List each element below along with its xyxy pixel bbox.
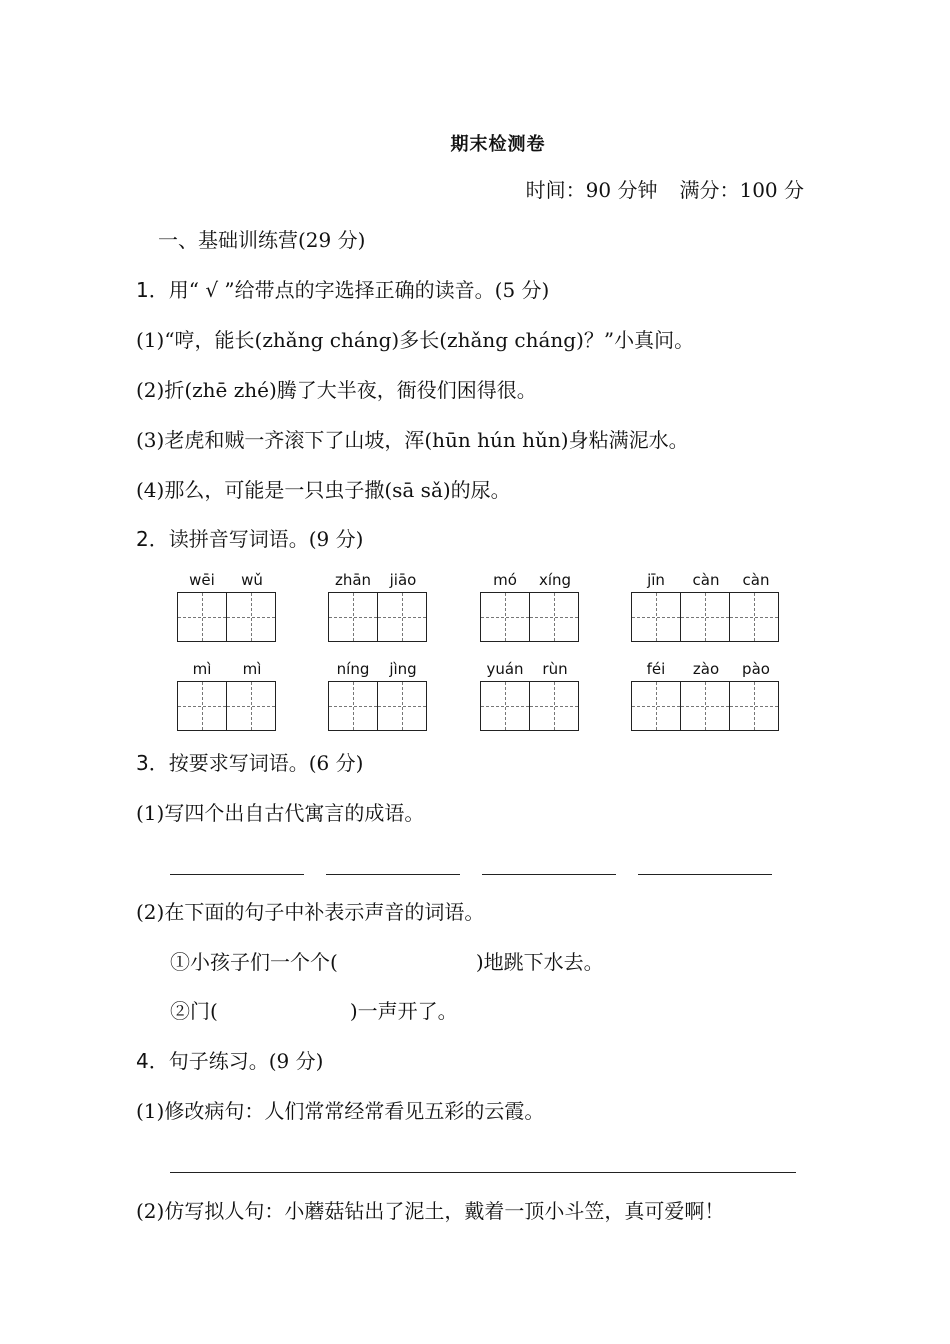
writing-box[interactable]: [177, 592, 227, 642]
exam-meta: [526, 178, 804, 202]
q3-sentence-2: [170, 999, 458, 1023]
sentence-text: ①小孩子们一个个(: [170, 950, 338, 974]
pinyin-syllable: mì: [192, 660, 212, 678]
pinyin-syllable: jìng: [389, 660, 417, 678]
pinyin-syllable: níng: [336, 660, 370, 678]
pinyin-syllable: càn: [742, 571, 770, 589]
question-number: 4．: [136, 1049, 169, 1073]
writing-box[interactable]: [529, 592, 579, 642]
pinyin-syllable: rùn: [542, 660, 568, 678]
question-stem: 句子练习。(9 分): [168, 1049, 324, 1073]
q1-item-1: (1)“哼，能长(zhǎng cháng)多长(zhǎng cháng)？”小真问。: [136, 328, 695, 352]
writing-box[interactable]: [631, 592, 681, 642]
q3-part-1: (1)写四个出自古代寓言的成语。: [136, 801, 425, 825]
writing-box[interactable]: [529, 681, 579, 731]
question-stem: 按要求写词语。(6 分): [168, 751, 364, 775]
answer-blank[interactable]: [170, 874, 304, 875]
pinyin-syllable: mó: [493, 571, 517, 589]
pinyin-syllable: jīn: [647, 571, 665, 589]
question-4: [136, 1049, 323, 1073]
pinyin-syllable: mì: [242, 660, 262, 678]
writing-box[interactable]: [177, 681, 227, 731]
answer-blank[interactable]: [482, 874, 616, 875]
q1-item-2: (2)折(zhē zhé)腾了大半夜，衙役们困得很。: [136, 378, 537, 402]
writing-box[interactable]: [328, 592, 378, 642]
pinyin-syllable: zhān: [334, 571, 372, 589]
q3-part-2: (2)在下面的句子中补表示声音的词语。: [136, 900, 485, 924]
q4-part-2: (2)仿写拟人句：小蘑菇钻出了泥土，戴着一顶小斗笠，真可爱啊！: [136, 1199, 725, 1223]
question-number: 1．: [136, 278, 169, 302]
question-number: 2．: [136, 527, 169, 551]
pinyin-syllable: wēi: [189, 571, 215, 589]
question-stem: 读拼音写词语。(9 分): [168, 527, 364, 551]
question-number: 3．: [136, 751, 169, 775]
sentence-text: )地跳下水去。: [475, 950, 604, 974]
question-2: [136, 527, 363, 551]
writing-box[interactable]: [226, 681, 276, 731]
answer-blank[interactable]: [638, 874, 772, 875]
q4-part-1: (1)修改病句：人们常常经常看见五彩的云霞。: [136, 1099, 545, 1123]
sentence-text: )一声开了。: [349, 999, 458, 1023]
time-limit: 时间：90 分钟: [525, 178, 658, 202]
pinyin-syllable: jiāo: [389, 571, 417, 589]
answer-blank[interactable]: [170, 1172, 796, 1173]
answer-blank[interactable]: [326, 874, 460, 875]
pinyin-syllable: càn: [692, 571, 720, 589]
writing-box[interactable]: [377, 592, 427, 642]
pinyin-syllable: pào: [742, 660, 770, 678]
full-score: 满分：100 分: [679, 178, 804, 202]
question-1: [136, 278, 549, 302]
writing-box[interactable]: [680, 681, 730, 731]
pinyin-syllable: féi: [646, 660, 666, 678]
pinyin-syllable: wǔ: [241, 571, 263, 589]
q1-item-4: (4)那么，可能是一只虫子撒(sā sǎ)的尿。: [136, 478, 511, 502]
question-3: [136, 751, 363, 775]
pinyin-syllable: xíng: [538, 571, 572, 589]
writing-box[interactable]: [328, 681, 378, 731]
section-heading: 一、基础训练营(29 分): [158, 228, 366, 252]
writing-box[interactable]: [680, 592, 730, 642]
sentence-text: ②门(: [170, 999, 218, 1023]
q1-item-3: (3)老虎和贼一齐滚下了山坡，浑(hūn hún hǔn)身粘满泥水。: [136, 428, 689, 452]
writing-box[interactable]: [729, 592, 779, 642]
writing-box[interactable]: [480, 592, 530, 642]
exam-title: 期末检测卷: [450, 134, 546, 155]
pinyin-syllable: zào: [692, 660, 720, 678]
writing-box[interactable]: [631, 681, 681, 731]
writing-box[interactable]: [377, 681, 427, 731]
writing-box[interactable]: [729, 681, 779, 731]
writing-box[interactable]: [480, 681, 530, 731]
question-stem: 用“ √ ”给带点的字选择正确的读音。(5 分): [168, 278, 550, 302]
q3-sentence-1: [170, 950, 604, 974]
pinyin-syllable: yuán: [486, 660, 524, 678]
writing-box[interactable]: [226, 592, 276, 642]
